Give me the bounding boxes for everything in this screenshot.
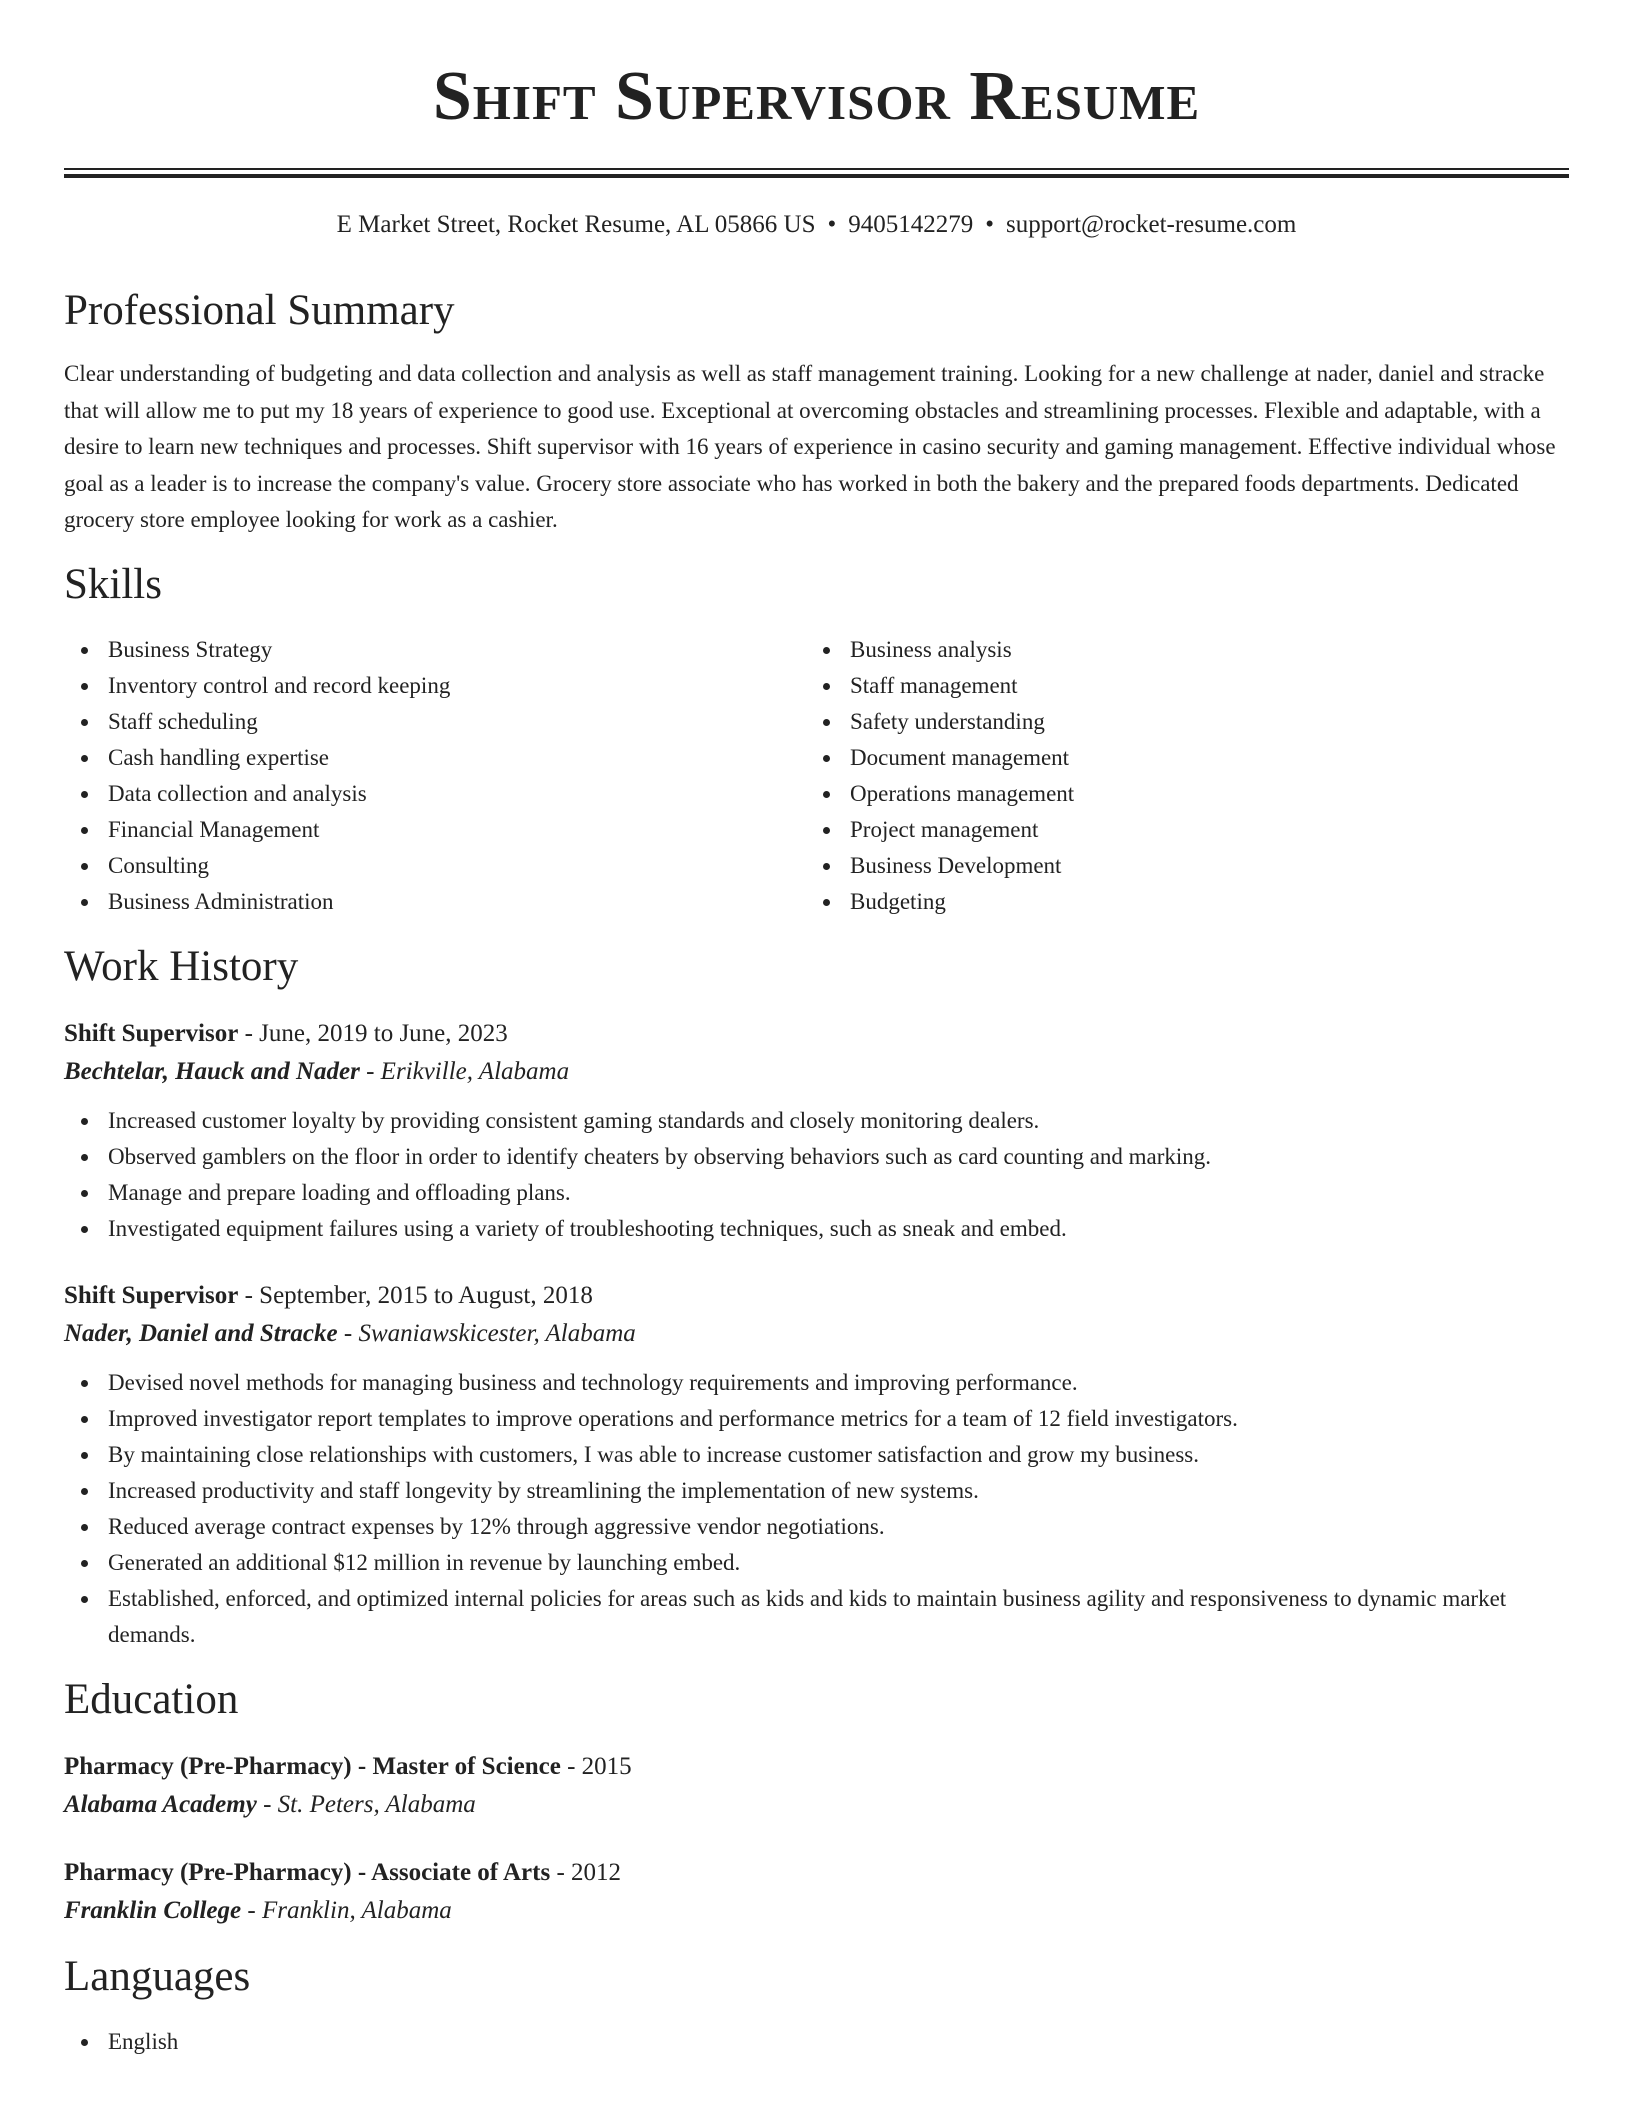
skills-heading: Skills: [64, 560, 162, 608]
job-bullet: [64, 1365, 1569, 1401]
skill-item-text: Business Administration: [108, 888, 334, 914]
skill-item: [64, 884, 806, 920]
job-bullet-text: Established, enforced, and optimized internal policies for areas such as kids and kids to maintain business agility and responsiveness to dynamic market demands.: [108, 1585, 1507, 1647]
job-dates: September, 2015 to August, 2018: [259, 1281, 593, 1309]
bullet-dot: [823, 827, 830, 834]
bullet-dot: [81, 1560, 88, 1567]
bullet-dot: [81, 1416, 88, 1423]
skill-item-text: Operations management: [850, 780, 1075, 806]
bullet-dot: [81, 1596, 88, 1603]
language-item: [64, 2024, 1569, 2060]
skill-item: [64, 776, 806, 812]
skill-item: [806, 884, 1548, 920]
bullet-dot: [81, 899, 88, 906]
school-name: Alabama Academy: [64, 1790, 257, 1818]
job-bullet-text: Increased customer loyalty by providing consistent gaming standards and closely monitoring dealers.: [108, 1107, 1040, 1133]
job-bullet: [64, 1473, 1569, 1509]
job-bullet: [64, 1401, 1569, 1437]
work-history-list: [64, 1015, 1569, 1653]
bullet-dot: [81, 791, 88, 798]
job-title-line: Shift Supervisor - June, 2019 to June, 2023: [64, 1019, 508, 1047]
job-company: Nader, Daniel and Stracke: [64, 1319, 338, 1347]
degree-year: 2012: [571, 1858, 622, 1886]
contact-line: [64, 212, 1569, 237]
job-company-line: Bechtelar, Hauck and Nader - Erikville, Alabama: [64, 1057, 570, 1085]
job-bullet: [64, 1581, 1569, 1653]
bullet-dot: [81, 1488, 88, 1495]
skill-item-text: Project management: [850, 816, 1039, 842]
skill-item-text: Data collection and analysis: [108, 780, 367, 806]
bullet-dot: [823, 683, 830, 690]
skill-item-text: Safety understanding: [850, 708, 1045, 734]
job-location: Swaniawskicester, Alabama: [358, 1319, 636, 1347]
job-bullet: [64, 1103, 1569, 1139]
job-bullet: [64, 1139, 1569, 1175]
skill-item: [64, 668, 806, 704]
degree: Pharmacy (Pre-Pharmacy) - Master of Science: [64, 1752, 561, 1780]
skill-item-text: Consulting: [108, 852, 209, 878]
school-location: St. Peters, Alabama: [277, 1790, 476, 1818]
degree: Pharmacy (Pre-Pharmacy) - Associate of Arts: [64, 1858, 551, 1886]
bullet-dot: [81, 1154, 88, 1161]
skills-list-right: [806, 632, 1548, 920]
skill-item: [806, 812, 1548, 848]
job-bullet-text: Observed gamblers on the floor in order to identify cheaters by observing behaviors such as card counting and marking.: [108, 1143, 1212, 1169]
skill-item: [64, 632, 806, 668]
bullet-dot: [81, 1380, 88, 1387]
job-title: Shift Supervisor: [64, 1019, 239, 1047]
bullet-dot: [823, 719, 830, 726]
skill-item-text: Staff management: [850, 672, 1018, 698]
job-bullet-text: Improved investigator report templates to improve operations and performance metrics for a team of 12 field investigators.: [108, 1405, 1238, 1431]
job-bullet-text: Manage and prepare loading and offloading plans.: [108, 1179, 571, 1205]
job-title-line: Shift Supervisor - September, 2015 to August, 2018: [64, 1281, 593, 1309]
job-location: Erikville, Alabama: [380, 1057, 570, 1085]
bullet-dot: [81, 1524, 88, 1531]
skill-item: [806, 776, 1548, 812]
language-item-text: English: [108, 2028, 179, 2054]
job-bullet-text: Generated an additional $12 million in revenue by launching embed.: [108, 1549, 741, 1575]
skill-item-text: Business Strategy: [108, 636, 273, 662]
bullet-dot: [81, 2039, 88, 2046]
skill-item: [64, 812, 806, 848]
bullet-dot: [823, 755, 830, 762]
school-line: Alabama Academy - St. Peters, Alabama: [64, 1790, 476, 1818]
bullet-dot: [81, 1452, 88, 1459]
bullet-dot: [81, 863, 88, 870]
job-entry: [64, 1015, 1569, 1247]
skill-item: [806, 668, 1548, 704]
contact-phone: 9405142279: [848, 211, 974, 238]
skill-item: [806, 632, 1548, 668]
job-bullet: [64, 1437, 1569, 1473]
education-entry: [64, 1854, 1569, 1930]
bullet-dot: [81, 1118, 88, 1125]
languages-heading: Languages: [64, 1952, 251, 2000]
job-bullet: [64, 1211, 1569, 1247]
degree-line: Pharmacy (Pre-Pharmacy) - Master of Science - 2015: [64, 1752, 632, 1780]
title-divider: [64, 168, 1569, 178]
skill-item: [806, 704, 1548, 740]
skill-item-text: Budgeting: [850, 888, 946, 914]
job-bullets: [64, 1103, 1569, 1247]
job-bullet-text: Devised novel methods for managing business and technology requirements and improving performance.: [108, 1369, 1078, 1395]
job-company-line: Nader, Daniel and Stracke - Swaniawskicester, Alabama: [64, 1319, 636, 1347]
skill-item-text: Document management: [850, 744, 1070, 770]
skill-item-text: Staff scheduling: [108, 708, 258, 734]
job-bullets: [64, 1365, 1569, 1653]
contact-separator: •: [827, 211, 837, 238]
job-bullet-text: Increased productivity and staff longevity by streamlining the implementation of new systems.: [108, 1477, 979, 1503]
work-history-heading: Work History: [64, 942, 299, 990]
skill-item-text: Financial Management: [108, 816, 320, 842]
languages-list: [64, 2024, 1569, 2060]
education-list: [64, 1748, 1569, 1930]
job-bullet-text: Investigated equipment failures using a variety of troubleshooting techniques, such as sneak and embed.: [108, 1215, 1067, 1241]
skill-item-text: Cash handling expertise: [108, 744, 330, 770]
skill-item: [64, 848, 806, 884]
bullet-dot: [81, 1190, 88, 1197]
summary-heading: Professional Summary: [64, 287, 455, 334]
bullet-dot: [81, 1226, 88, 1233]
job-dates: June, 2019 to June, 2023: [259, 1019, 508, 1047]
skill-item: [806, 740, 1548, 776]
skill-item-text: Inventory control and record keeping: [108, 672, 451, 698]
bullet-dot: [823, 647, 830, 654]
bullet-dot: [823, 863, 830, 870]
job-bullet-text: Reduced average contract expenses by 12% through aggressive vendor negotiations.: [108, 1513, 885, 1539]
job-bullet: [64, 1509, 1569, 1545]
skill-item: [64, 740, 806, 776]
bullet-dot: [81, 755, 88, 762]
bullet-dot: [81, 647, 88, 654]
skill-item-text: Business analysis: [850, 636, 1012, 662]
school-name: Franklin College: [64, 1896, 242, 1924]
contact-address: E Market Street, Rocket Resume, AL 05866 US: [336, 211, 816, 238]
job-bullet: [64, 1545, 1569, 1581]
resume-page: [64, 0, 1569, 2060]
contact-separator: •: [985, 211, 995, 238]
skills-list-left: [64, 632, 806, 920]
education-heading: Education: [64, 1675, 239, 1723]
bullet-dot: [823, 899, 830, 906]
summary-text: Clear understanding of budgeting and data collection and analysis as well as staff management training. Looking for a new challenge at nader, daniel and stracke that will allow me to put my 18 years of experience to good use. Exceptional at overcoming obstacles and streamlining processes. Flexible and adaptable, with a desire to learn new techniques and processes. Shift supervisor with 16 years of experience in casino security and gaming management. Effective individual whose goal as a leader is to increase the company's value. Grocery store associate who has worked in both the bakery and the prepared foods departments. Dedicated grocery store employee looking for work as a cashier.: [64, 361, 1556, 532]
degree-line: Pharmacy (Pre-Pharmacy) - Associate of Arts - 2012: [64, 1858, 622, 1886]
resume-title: Shift Supervisor Resume: [432, 58, 1201, 135]
school-location: Franklin, Alabama: [261, 1896, 452, 1924]
job-entry: [64, 1277, 1569, 1653]
skill-item: [64, 704, 806, 740]
degree-year: 2015: [581, 1752, 632, 1780]
contact-email[interactable]: support@rocket-resume.com: [1006, 211, 1297, 238]
skill-item-text: Business Development: [850, 852, 1062, 878]
school-line: Franklin College - Franklin, Alabama: [64, 1896, 452, 1924]
bullet-dot: [823, 791, 830, 798]
skill-item: [806, 848, 1548, 884]
job-company: Bechtelar, Hauck and Nader: [64, 1057, 360, 1085]
job-bullet-text: By maintaining close relationships with customers, I was able to increase customer satisfaction and grow my business.: [108, 1441, 1199, 1467]
education-entry: [64, 1748, 1569, 1824]
bullet-dot: [81, 683, 88, 690]
skills-columns: [64, 632, 1569, 920]
bullet-dot: [81, 827, 88, 834]
job-bullet: [64, 1175, 1569, 1211]
bullet-dot: [81, 719, 88, 726]
job-title: Shift Supervisor: [64, 1281, 239, 1309]
